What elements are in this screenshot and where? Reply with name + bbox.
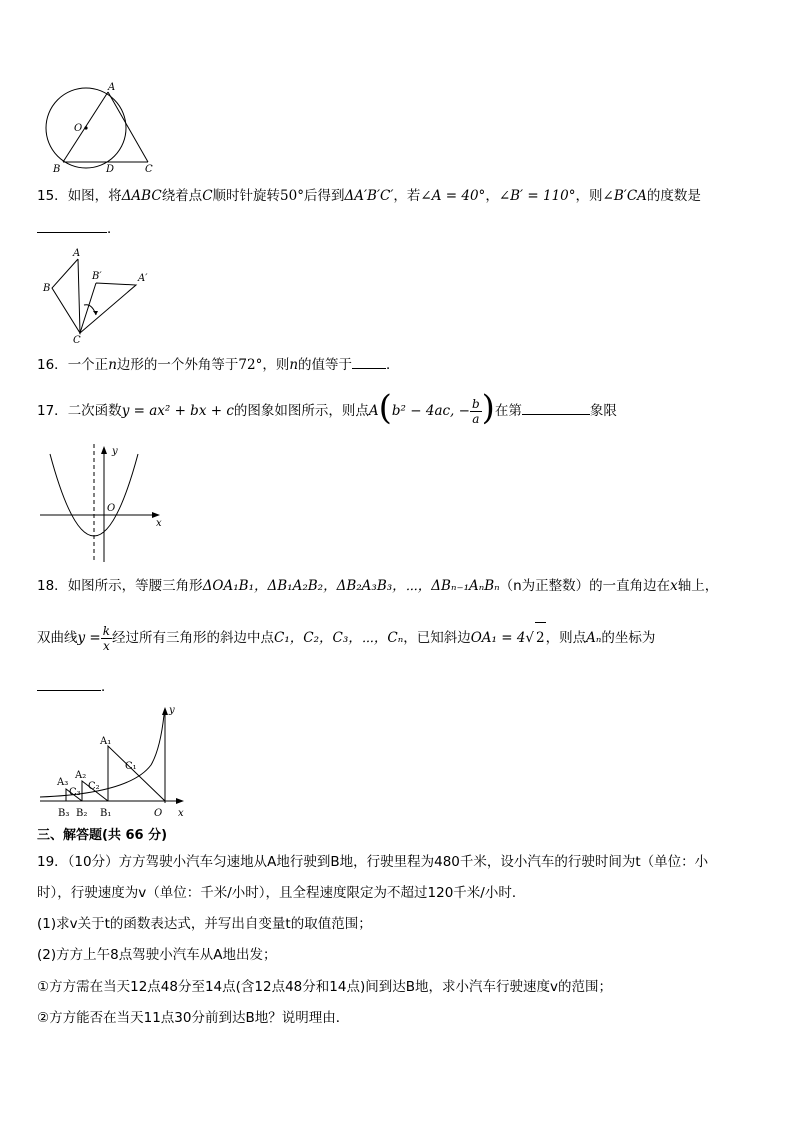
- q18-text-7: ，则点: [545, 630, 587, 646]
- q15-cond2: ∠B′ = 110°: [498, 188, 576, 204]
- q15-tri1: ΔABC: [121, 188, 162, 204]
- q18-text-2: 的一直角边在: [589, 578, 671, 594]
- q17-frac-num: b: [471, 396, 480, 411]
- q18-text-1: 如图所示，等腰三角形: [67, 578, 203, 594]
- q15-point-c: C: [202, 188, 213, 204]
- circle-triangle-figure: [38, 82, 158, 174]
- q16-answer-blank[interactable]: [352, 354, 386, 369]
- label-x: x: [178, 808, 184, 819]
- q18-hyp-lhs: y =: [77, 630, 101, 646]
- label-b3: B₃: [58, 808, 70, 819]
- q18-midpoints: C₁，C₂，C₃，⋯，Cₙ: [274, 630, 404, 646]
- q19-line-6: ②方方能否在当天11点30分前到达B地？说明理由．: [37, 1010, 350, 1026]
- q18-text-4: 双曲线: [37, 630, 78, 646]
- q15-text-6: ，则: [575, 188, 603, 204]
- label-o: O: [74, 123, 83, 134]
- q18-sqrt-val: 2: [535, 622, 546, 653]
- q17-fraction: [470, 397, 482, 426]
- q15-answer-line: [37, 218, 121, 239]
- q15-text-4: 后得到: [303, 188, 345, 204]
- q15-line: [37, 186, 701, 206]
- label-a3: A₃: [57, 777, 69, 788]
- q18-oa1: OA₁ = 4: [470, 630, 526, 646]
- q18-text-5: 经过所有三角形的斜边中点: [112, 630, 275, 646]
- q18-line-1: [37, 576, 718, 596]
- q15-end: ．: [107, 221, 121, 237]
- q17-line: [37, 388, 617, 428]
- label-c: C: [145, 164, 153, 174]
- q15-angle: 50°: [280, 188, 304, 204]
- x-axis-arrow: [176, 798, 184, 804]
- q17-text-4: 象限: [589, 403, 617, 419]
- q18-an: Aₙ: [586, 630, 602, 646]
- label-o: O: [154, 808, 163, 819]
- q15-text-7: 的度数是: [646, 188, 701, 204]
- q17-text-3: 在第: [494, 403, 522, 419]
- label-c3: C₃: [69, 787, 81, 798]
- q19-line-4: (2)方方上午8点驾驶小汽车从A地出发；: [37, 947, 277, 963]
- q19-line-2: 时），行驶速度为v（单位：千米/小时），且全程速度限定为不超过120千米/小时．: [37, 885, 526, 901]
- label-x: x: [156, 518, 162, 529]
- q16-var-n: n: [108, 357, 117, 373]
- q18-answer-blank[interactable]: [37, 676, 101, 691]
- triangle-a-b-c-prime: [80, 283, 136, 333]
- q15-sep: ，: [485, 188, 499, 204]
- q19-line-1: 19．（10分）方方驾驶小汽车匀速地从A地行驶到B地，行驶里程为480千米，设小汽车的行驶时间为t（单位：小: [37, 854, 709, 870]
- q15-text-3: 顺时针旋转: [212, 188, 281, 204]
- q15-answer-blank[interactable]: [37, 218, 107, 233]
- section-title: 三、解答题(共 66 分): [37, 828, 168, 843]
- y-axis-arrow: [162, 707, 168, 715]
- label-a: A: [108, 82, 116, 93]
- q16-end: ．: [386, 357, 400, 373]
- q18-answer-line: [37, 676, 115, 697]
- right-paren: ): [481, 388, 495, 428]
- q16-angle: 72°: [238, 357, 263, 373]
- parabola-figure: [36, 440, 171, 565]
- center-dot: [84, 126, 87, 129]
- label-b: B: [43, 283, 51, 294]
- q15-number: 15．: [37, 188, 68, 204]
- hyperbola-triangles-figure: [36, 703, 196, 823]
- label-a1: A₁: [100, 736, 112, 747]
- q19-line-5: ①方方需在当天12点48分至14点(含12点48分和14点)间到达B地，求小汽车行驶速度v的范围；: [37, 979, 612, 995]
- q17-coord: b² − 4ac, −: [391, 403, 470, 419]
- label-o: O: [107, 503, 116, 514]
- label-d: D: [106, 164, 115, 174]
- q18-line-2: [37, 622, 655, 653]
- q16-line: [37, 354, 400, 375]
- q18-text-8: 的坐标为: [601, 630, 656, 646]
- label-c1: C₁: [125, 761, 137, 772]
- label-y: y: [112, 446, 118, 457]
- q18-hyp-num: k: [102, 623, 111, 638]
- q15-text-5: ，若: [393, 188, 421, 204]
- side-ac: [108, 92, 148, 162]
- q17-frac-den: a: [472, 411, 480, 426]
- y-axis-arrow: [101, 446, 107, 454]
- q15-cond1: ∠A = 40°: [420, 188, 486, 204]
- q18-paren: （n为正整数）: [499, 578, 590, 594]
- q18-number: 18．: [37, 578, 68, 594]
- q15-tri2: ΔA′B′C′: [344, 188, 394, 204]
- q18-text-6: ，已知斜边: [403, 630, 471, 646]
- q18-hyp-frac: [101, 624, 112, 653]
- label-y: y: [169, 705, 175, 716]
- q16-text-4: 的值等于: [298, 357, 353, 373]
- q18-seq: ΔOA₁B₁，ΔB₁A₂B₂，ΔB₂A₃B₃，⋯，ΔBₙ₋₁AₙBₙ: [202, 578, 500, 594]
- sqrt-sign: √: [525, 630, 535, 646]
- q18-text-3: 轴上，: [677, 578, 719, 594]
- label-b1: B₁: [100, 808, 112, 819]
- q17-point: A: [368, 403, 379, 419]
- q15-text-2: 绕着点: [161, 188, 203, 204]
- q18-end: ．: [101, 679, 115, 695]
- label-a2: A₂: [75, 770, 87, 781]
- rotation-figure: [38, 245, 158, 345]
- q17-number: 17．: [37, 403, 68, 419]
- q17-text-2: 的图象如图所示，则点: [233, 403, 369, 419]
- q16-text-1: 一个正: [67, 357, 109, 373]
- q16-text-2: 边形的一个外角等于: [116, 357, 239, 373]
- label-b: B: [53, 164, 61, 174]
- label-c2: C₂: [88, 781, 100, 792]
- q19-line-3: (1)求v关于t的函数表达式，并写出自变量t的取值范围；: [37, 916, 372, 932]
- label-c: C: [73, 335, 81, 345]
- q17-answer-blank[interactable]: [522, 400, 590, 415]
- triangle-abc: [52, 259, 80, 333]
- q15-target: ∠B′CA: [602, 188, 647, 204]
- triangle-o-a1-b1: [108, 746, 165, 801]
- q17-func: y = ax² + bx + c: [121, 403, 234, 419]
- left-paren: (: [378, 388, 392, 428]
- q16-var-n2: n: [289, 357, 299, 373]
- label-b-prime: B′: [92, 271, 102, 282]
- q18-hyp-den: x: [102, 638, 110, 653]
- label-b2: B₂: [76, 808, 88, 819]
- q18-axis-x: x: [670, 578, 678, 594]
- label-a: A: [73, 248, 81, 259]
- q15-text-1: 如图，将: [67, 188, 122, 204]
- q17-text-1: 二次函数: [67, 403, 122, 419]
- label-a-prime: A′: [138, 273, 148, 284]
- q16-text-3: ，则: [262, 357, 290, 373]
- q16-number: 16．: [37, 357, 68, 373]
